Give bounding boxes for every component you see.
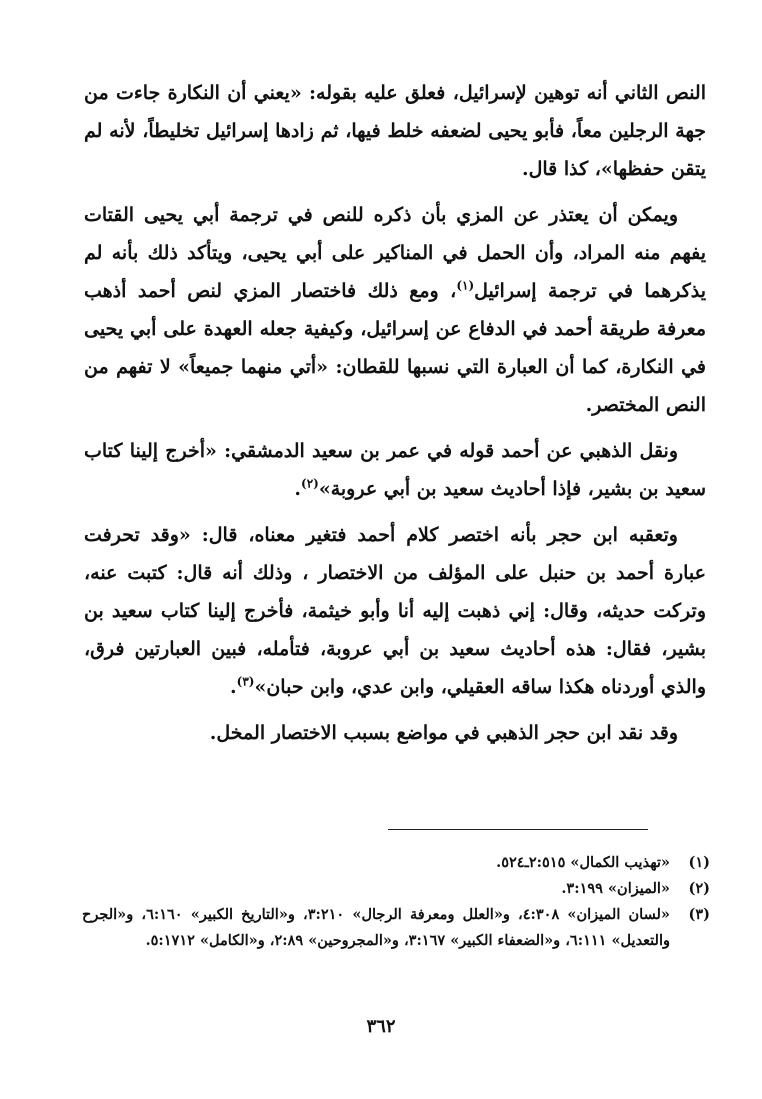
footnotes (82, 850, 710, 954)
footnote-ref-1[interactable]: (١) (456, 278, 475, 293)
footnote-divider (388, 829, 648, 830)
paragraph-3: ونقل الذهبي عن أحمد قوله في عمر بن سعيد الدمشقي: «أخرج إلينا كتاب سعيد بن بشير، فإذا أحاديث سعيد بن أبي عروبة»$^{(٢)}$. (84, 440, 706, 500)
paragraph-1: النص الثاني أنه توهين لإسرائيل، فعلق عليه بقوله: «يعني أن النكارة جاءت من جهة الرجلين معاً، فأبو يحيى لضعفه خلط فيها، ثم زادها إسرائيل تخليطاً، لأنه لم يتقن حفظها»، كذا قال. (84, 82, 706, 180)
footnote-ref-3[interactable]: (٣) (236, 674, 255, 689)
footnote-number: (١) (688, 854, 710, 871)
footnote-text: «الميزان» ٣:١٩٩. (561, 880, 670, 897)
footnote-text: «لسان الميزان» ٤:٣٠٨، و«العلل ومعرفة الرجال» ٣:٢١٠، و«التاريخ الكبير» ٦:١٦٠، و«الجرح والتعديل» ٦:١١١، و«الضعفاء الكبير» ٣:١٦٧، و«المجروحين» ٢:٨٩، و«الكامل» ٥:١٧١٢. (82, 906, 670, 949)
footnote-3 (82, 902, 710, 954)
footnote-1 (82, 850, 710, 876)
footnote-text: «تهذيب الكمال» ٢:٥١٥ـ٥٢٤. (496, 854, 670, 871)
footnote-number: (٣) (688, 906, 710, 923)
paragraph-4: وتعقبه ابن حجر بأنه اختصر كلام أحمد فتغير معناه، قال: «وقد تحرفت عبارة أحمد بن حنبل على المؤلف من الاختصار ، وذلك أنه قال: كتبت عنه، وتركت حديثه، وقال: إني ذهبت إليه أنا وأبو خيثمة، فأخرج إلينا كتاب سعيد بن بشير، فقال: هذه أحاديث سعيد بن أبي عروبة، فتأمله، فبين العبارتين فرق، والذي أوردناه هكذا ساقه العقيلي، وابن عدي، وابن حبان»$^{(٣)}$. (84, 524, 706, 698)
footnote-2 (82, 876, 710, 902)
paragraph-2: ويمكن أن يعتذر عن المزي بأن ذكره للنص في ترجمة أبي يحيى القتات يفهم منه المراد، وأن الحمل في المناكير على أبي يحيى، ويتأكد ذلك بأنه لم يذكرهما في ترجمة إسرائيل$^{(١)}$، ومع ذلك فاختصار المزي لنص أحمد أذهب معرفة طريقة أحمد في الدفاع عن إسرائيل، وكيفية جعله العهدة على أبي يحيى في النكارة، كما أن العبارة التي نسبها للقطان: «أتي منهما جميعاً» لا تفهم من النص المختصر. (84, 204, 707, 416)
footnote-ref-2[interactable]: (٢) (301, 476, 319, 491)
page-number: ٣٦٢ (366, 1016, 396, 1037)
main-text (84, 74, 706, 760)
footnote-number: (٢) (688, 880, 710, 897)
paragraph-5: وقد نقد ابن حجر الذهبي في مواضع بسبب الاختصار المخل. (209, 722, 678, 744)
